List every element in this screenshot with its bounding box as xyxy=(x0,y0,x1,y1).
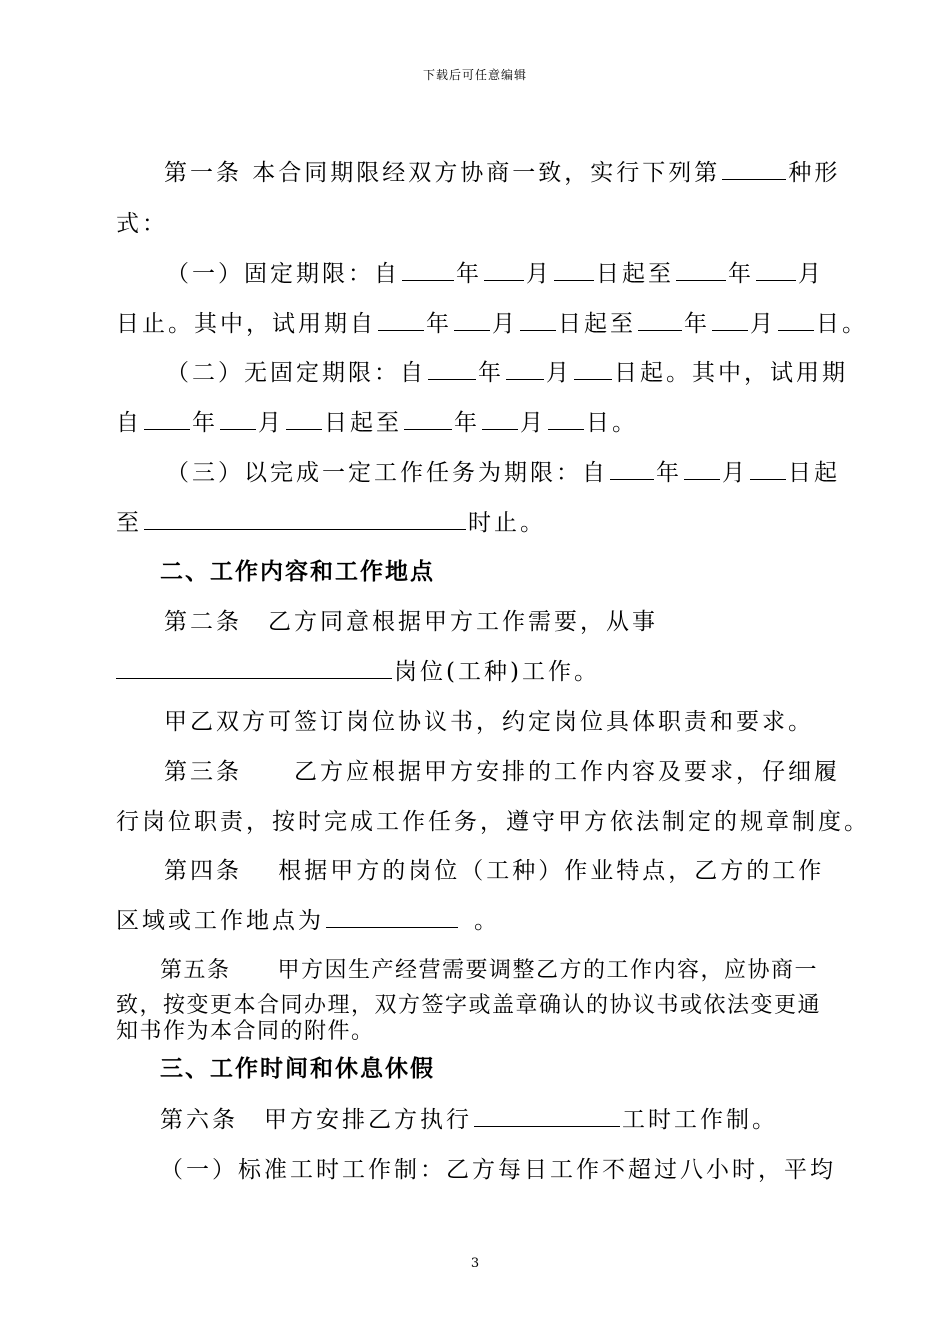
task-term-line-2: 至 时止。 xyxy=(116,510,546,536)
fill-blank xyxy=(610,459,654,480)
open-term-line-2: 自 年 月 日起至 年 月 日。 xyxy=(116,410,638,436)
fill-blank xyxy=(286,409,322,430)
fill-blank xyxy=(484,260,524,281)
section-2-heading: 二、工作内容和工作地点 xyxy=(160,559,435,585)
article-4-line-2: 区域或工作地点为 。 xyxy=(116,908,500,934)
standard-hours-line-1: （一）标准工时工作制：乙方每日工作不超过八小时，平均 xyxy=(160,1157,836,1183)
fill-blank xyxy=(548,409,584,430)
fill-blank xyxy=(144,409,190,430)
article-5-line-1: 第五条 甲方因生产经营需要调整乙方的工作内容，应协商一 xyxy=(160,958,819,983)
fill-blank xyxy=(712,310,748,331)
article-4-line-1: 第四条 根据甲方的岗位（工种）作业特点，乙方的工作 xyxy=(164,858,825,884)
fill-blank xyxy=(684,459,720,480)
fill-blank xyxy=(482,409,518,430)
page-header: 下载后可任意编辑 xyxy=(422,68,527,82)
fill-blank xyxy=(506,359,544,380)
article-5-line-2: 致，按变更本合同办理，双方签字或盖章确认的协议书或依法变更通 xyxy=(116,993,822,1018)
article-2-line-2: 岗位(工种)工作。 xyxy=(116,657,600,687)
fill-blank xyxy=(676,260,726,281)
fill-blank xyxy=(220,409,256,430)
article-3-line-1: 第三条 乙方应根据甲方安排的工作内容及要求，仔细履 xyxy=(164,759,840,785)
fill-blank xyxy=(778,310,814,331)
article-3-line-2: 行岗位职责，按时完成工作任务，遵守甲方依法制定的规章制度。 xyxy=(116,809,870,835)
article-2-line-3: 甲乙双方可签订岗位协议书，约定岗位具体职责和要求。 xyxy=(164,709,814,735)
article-1-line-1: 第一条 本合同期限经双方协商一致，实行下列第 种形 xyxy=(164,160,841,186)
fill-blank xyxy=(474,1106,620,1127)
article-1-line-2: 式： xyxy=(116,211,168,237)
fill-blank xyxy=(144,509,466,530)
fixed-term-line-1: （一）固定期限：自 年 月 日起至 年 月 xyxy=(166,261,824,287)
fill-blank xyxy=(574,359,612,380)
fill-blank xyxy=(404,409,452,430)
fill-blank xyxy=(638,310,682,331)
section-3-heading: 三、工作时间和休息休假 xyxy=(160,1056,435,1082)
fill-blank xyxy=(326,907,458,928)
fill-blank xyxy=(428,359,476,380)
fill-blank xyxy=(756,260,796,281)
article-5-line-3: 知书作为本合同的附件。 xyxy=(116,1019,375,1044)
fill-blank xyxy=(750,459,786,480)
fill-blank xyxy=(378,310,424,331)
article-6-line-1: 第六条 甲方安排乙方执行 工时工作制。 xyxy=(160,1107,778,1133)
fill-blank xyxy=(402,260,454,281)
page-number: 3 xyxy=(470,1256,480,1271)
task-term-line-1: （三）以完成一定工作任务为期限：自 年 月 日起 xyxy=(166,460,840,486)
fill-blank xyxy=(722,159,786,180)
open-term-line-1: （二）无固定期限：自 年 月 日起。其中，试用期 xyxy=(166,360,848,386)
fixed-term-line-2: 日止。其中，试用期自 年 月 日起至 年 月 日。 xyxy=(116,311,868,337)
fill-blank xyxy=(116,658,392,679)
fill-blank xyxy=(554,260,594,281)
fill-blank xyxy=(520,310,556,331)
fill-blank xyxy=(454,310,490,331)
article-2-line-1: 第二条 乙方同意根据甲方工作需要，从事 xyxy=(164,609,658,635)
